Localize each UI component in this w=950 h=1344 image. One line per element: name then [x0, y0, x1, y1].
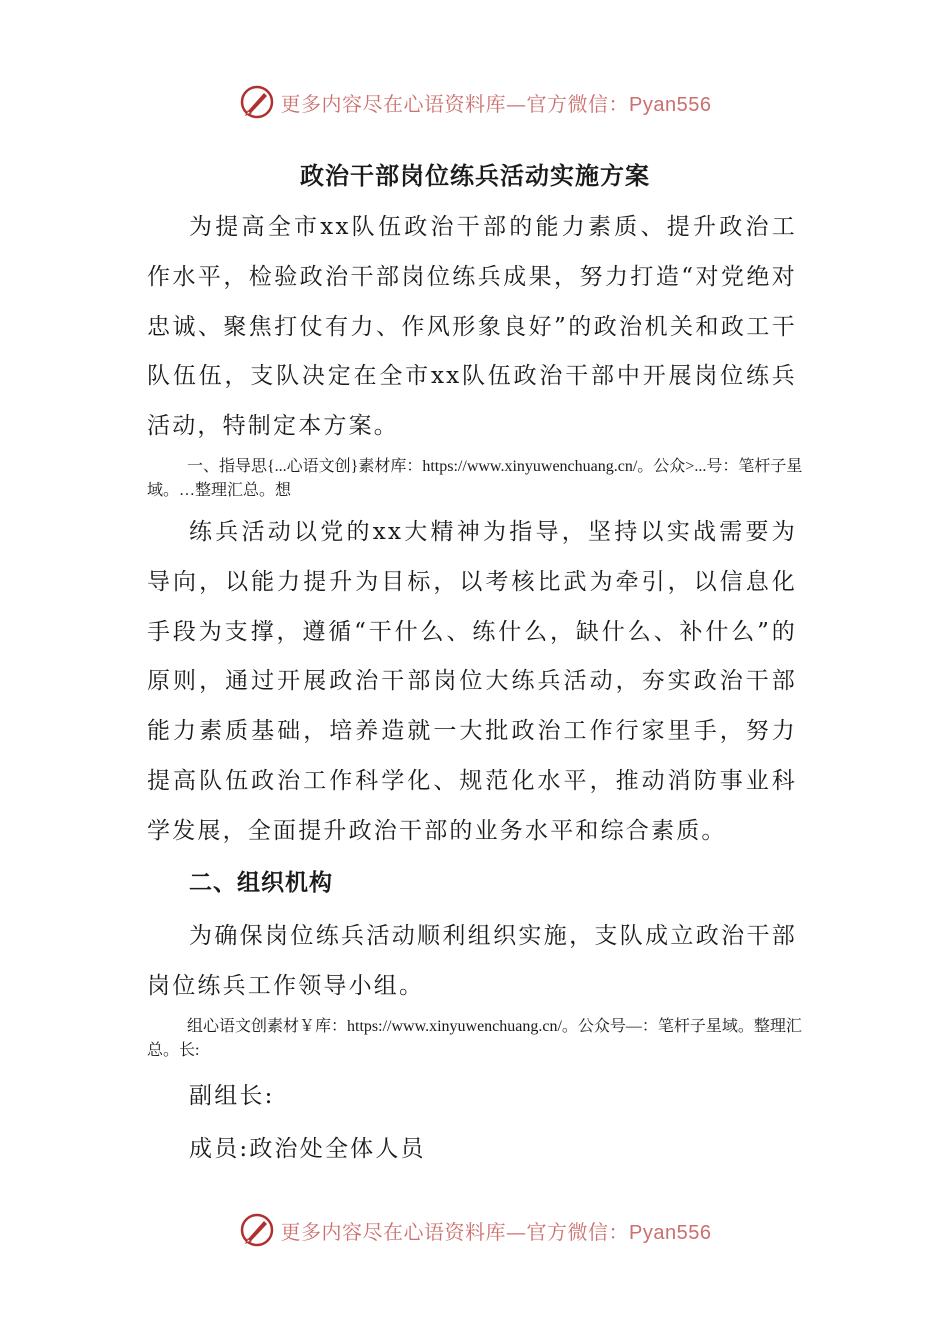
deputy-leader-line: 副组长:: [189, 1083, 275, 1109]
section1-paragraph: 练兵活动以党的xx大精神为指导，坚持以实战需要为导向，以能力提升为目标，以考核比武为牵引，以信息化手段为支撑，遵循“干什么、练什么，缺什么、补什么”的原则，通过开展政治干部岗位大练兵活动，夯实政治干部能力素质基础，培养造就一大批政治工作行家里手，努力提高队伍政治工作科学化、规范化水平，推动消防事业科学发展，全面提升政治干部的业务水平和综合素质。: [147, 519, 797, 844]
section1-note: 一、指导思{...心语文创}素材库：https://www.xinyuwenchuang.cn/。公众>...号：笔杆子星域。…整理汇总。想: [147, 458, 803, 499]
pen-logo-icon: [239, 1212, 275, 1248]
banner-text: 更多内容尽在心语资料库—官方微信：Pyan556: [280, 91, 712, 116]
banner-wechat-id: Pyan556: [629, 1221, 712, 1244]
section2-note: 组心语文创素材￥库：https://www.xinyuwenchuang.cn/。公众号—：笔杆子星域。整理汇总。长:: [147, 1018, 802, 1059]
banner-text: 更多内容尽在心语资料库—官方微信：Pyan556: [280, 1219, 712, 1244]
section2-heading: 二、组织机构: [189, 869, 333, 896]
intro-paragraph: 为提高全市xx队伍政治干部的能力素质、提升政治工作水平，检验政治干部岗位练兵成果，努力打造“对党绝对忠诚、聚焦打仗有力、作风形象良好”的政治机关和政工干队伍伍，支队决定在全市xx队伍政治干部中开展岗位练兵活动，特制定本方案。: [147, 214, 797, 440]
document-title: 政治干部岗位练兵活动实施方案: [300, 161, 650, 190]
pen-logo-icon: [239, 84, 275, 120]
header-watermark-banner: [0, 82, 950, 122]
banner-wechat-id: Pyan556: [629, 93, 712, 116]
section2-paragraph: 为确保岗位练兵活动顺利组织实施，支队成立政治干部岗位练兵工作领导小组。: [147, 923, 797, 999]
members-line: 成员:政治处全体人员: [189, 1136, 426, 1162]
footer-watermark-banner: [0, 1210, 950, 1250]
